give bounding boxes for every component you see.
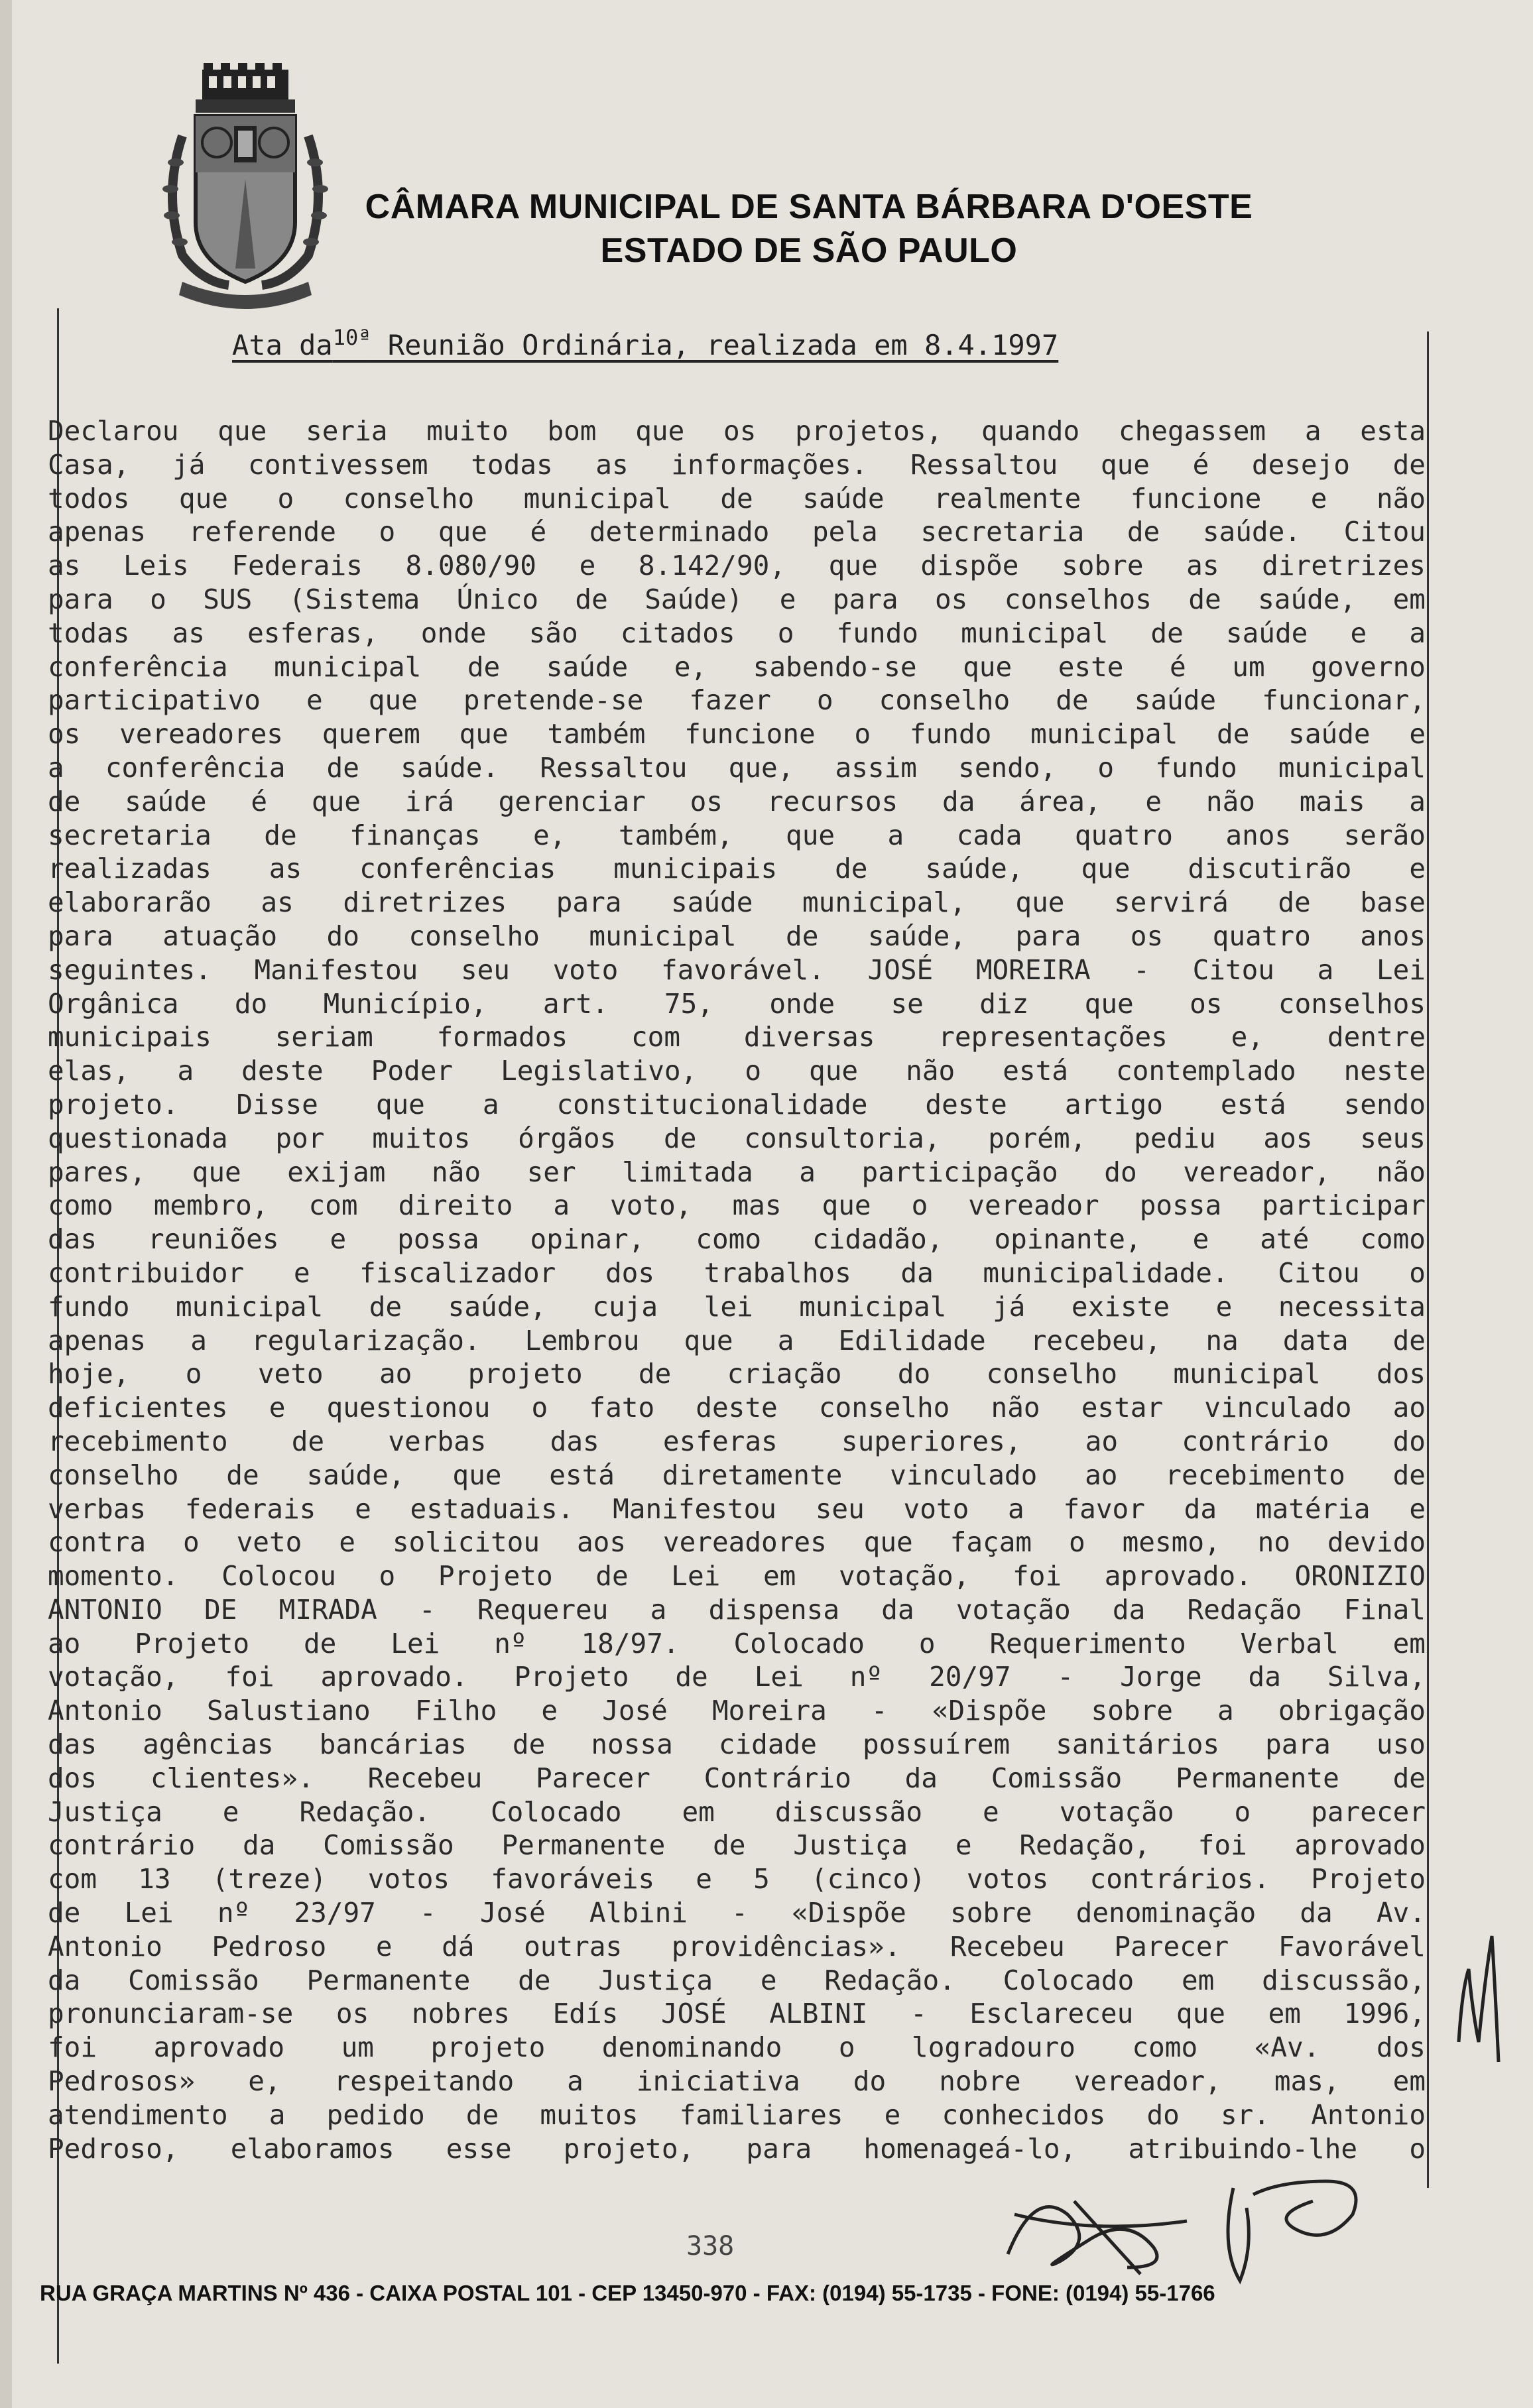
- municipal-crest-icon: [156, 63, 335, 315]
- body-line: de Lei nº 23/97 - José Albini - «Dispõe sobre denominação da Av.: [48, 1897, 1426, 1929]
- body-line: projeto. Disse que a constitucionalidade deste artigo está sendo: [48, 1088, 1426, 1120]
- address-footer: RUA GRAÇA MARTINS Nº 436 - CAIXA POSTAL 101 - CEP 13450-970 - FAX: (0194) 55-1735 - FONE: (0194) 55-1766: [40, 2281, 1215, 2305]
- body-line: contrário da Comissão Permanente de Justiça e Redação, foi aprovado: [48, 1829, 1426, 1862]
- minutes-body: [48, 414, 1426, 2165]
- body-line: Pedroso, elaboramos esse projeto, para homenageá-lo, atribuindo-lhe o: [48, 2132, 1426, 2165]
- body-line: verbas federais e estaduais. Manifestou seu voto a favor da matéria e: [48, 1492, 1426, 1525]
- body-line: como membro, com direito a voto, mas que o vereador possa participar: [48, 1189, 1426, 1222]
- body-line: foi aprovado um projeto denominando o logradouro como «Av. dos: [48, 2031, 1426, 2064]
- body-line: seguintes. Manifestou seu voto favorável. JOSÉ MOREIRA - Citou a Lei: [48, 953, 1426, 986]
- scan-edge: [0, 0, 12, 2408]
- body-line: Antonio Salustiano Filho e José Moreira - «Dispõe sobre a obrigação: [48, 1695, 1426, 1727]
- right-margin-rule: [1427, 331, 1429, 2188]
- body-line: Justiça e Redação. Colocado em discussão e votação o parecer: [48, 1795, 1426, 1828]
- body-line: com 13 (treze) votos favoráveis e 5 (cinco) votos contrários. Projeto: [48, 1863, 1426, 1896]
- minutes-subtitle: [232, 325, 1058, 361]
- body-line: para o SUS (Sistema Único de Saúde) e para os conselhos de saúde, em: [48, 583, 1426, 615]
- body-line: todos que o conselho municipal de saúde realmente funcione e não: [48, 482, 1426, 514]
- body-line: recebimento de verbas das esferas superiores, ao contrário do: [48, 1425, 1426, 1457]
- body-line: ANTONIO DE MIRADA - Requereu a dispensa da votação da Redação Final: [48, 1593, 1426, 1626]
- body-line: Antonio Pedroso e dá outras providências». Recebeu Parecer Favorável: [48, 1930, 1426, 1962]
- body-line: momento. Colocou o Projeto de Lei em votação, foi aprovado. ORONIZIO: [48, 1560, 1426, 1593]
- body-line: conferência municipal de saúde e, sabendo-se que este é um governo: [48, 650, 1426, 683]
- body-line: pares, que exijam não ser limitada a participação do vereador, não: [48, 1156, 1426, 1188]
- body-line: apenas referende o que é determinado pela secretaria de saúde. Citou: [48, 516, 1426, 548]
- body-line: Declarou que seria muito bom que os projetos, quando chegassem a esta: [48, 415, 1426, 447]
- body-line: todas as esferas, onde são citados o fundo municipal de saúde e a: [48, 617, 1426, 649]
- subtitle-prefix: Ata da: [232, 329, 333, 361]
- body-line: conselho de saúde, que está diretamente vinculado ao recebimento de: [48, 1459, 1426, 1491]
- body-line: realizadas as conferências municipais de saúde, que discutirão e: [48, 853, 1426, 885]
- body-line: Casa, já contivessem todas as informações. Ressaltou que é desejo de: [48, 448, 1426, 481]
- body-line: participativo e que pretende-se fazer o conselho de saúde funcionar,: [48, 684, 1426, 717]
- body-line: de saúde é que irá gerenciar os recursos da área, e não mais a: [48, 785, 1426, 817]
- body-line: a conferência de saúde. Ressaltou que, assim sendo, o fundo municipal: [48, 751, 1426, 784]
- chamber-title: CÂMARA MUNICIPAL DE SANTA BÁRBARA D'OESTE: [365, 188, 1253, 226]
- body-line: votação, foi aprovado. Projeto de Lei nº 20/97 - Jorge da Silva,: [48, 1661, 1426, 1693]
- margin-signature-icon: [1445, 1909, 1512, 2082]
- body-line: hoje, o veto ao projeto de criação do conselho municipal dos: [48, 1358, 1426, 1390]
- subtitle-rest: Reunião Ordinária, realizada em 8.4.1997: [371, 329, 1059, 361]
- body-line: elaborarão as diretrizes para saúde municipal, que servirá de base: [48, 886, 1426, 919]
- body-line: elas, a deste Poder Legislativo, o que não está contemplado neste: [48, 1055, 1426, 1087]
- body-line: da Comissão Permanente de Justiça e Redação. Colocado em discussão,: [48, 1964, 1426, 1996]
- body-line: ao Projeto de Lei nº 18/97. Colocado o Requerimento Verbal em: [48, 1627, 1426, 1659]
- body-line: fundo municipal de saúde, cuja lei municipal já existe e necessita: [48, 1290, 1426, 1323]
- body-line: contribuidor e fiscalizador dos trabalhos da municipalidade. Citou o: [48, 1256, 1426, 1289]
- body-line: pronunciaram-se os nobres Edís JOSÉ ALBINI - Esclareceu que em 1996,: [48, 1998, 1426, 2030]
- signature-1-icon: [995, 2175, 1207, 2281]
- state-title: ESTADO DE SÃO PAULO: [600, 231, 1018, 270]
- body-line: deficientes e questionou o fato deste conselho não estar vinculado ao: [48, 1392, 1426, 1424]
- body-line: Orgânica do Município, art. 75, onde se diz que os conselhos: [48, 987, 1426, 1020]
- body-line: contra o veto e solicitou aos vereadores que façam o mesmo, no devido: [48, 1526, 1426, 1559]
- body-line: as Leis Federais 8.080/90 e 8.142/90, que dispõe sobre as diretrizes: [48, 550, 1426, 582]
- body-line: das reuniões e possa opinar, como cidadão, opinante, e até como: [48, 1223, 1426, 1256]
- body-line: apenas a regularização. Lembrou que a Edilidade recebeu, na data de: [48, 1324, 1426, 1356]
- subtitle-ordinal: 10ª: [332, 325, 371, 350]
- body-line: atendimento a pedido de muitos familiares e conhecidos do sr. Antonio: [48, 2098, 1426, 2131]
- body-line: os vereadores querem que também funcione o fundo municipal de saúde e: [48, 718, 1426, 751]
- body-line: dos clientes». Recebeu Parecer Contrário da Comissão Permanente de: [48, 1762, 1426, 1794]
- body-line: secretaria de finanças e, também, que a cada quatro anos serão: [48, 819, 1426, 851]
- body-line: municipais seriam formados com diversas representações e, dentre: [48, 1021, 1426, 1054]
- body-line: das agências bancárias de nossa cidade possuírem sanitários para uso: [48, 1728, 1426, 1761]
- body-line: para atuação do conselho municipal de saúde, para os quatro anos: [48, 920, 1426, 952]
- page-number: 338: [686, 2231, 735, 2261]
- body-line: questionada por muitos órgãos de consultoria, porém, pediu aos seus: [48, 1122, 1426, 1154]
- body-line: Pedrosos» e, respeitando a iniciativa do nobre vereador, mas, em: [48, 2065, 1426, 2098]
- signature-2-icon: [1194, 2168, 1392, 2294]
